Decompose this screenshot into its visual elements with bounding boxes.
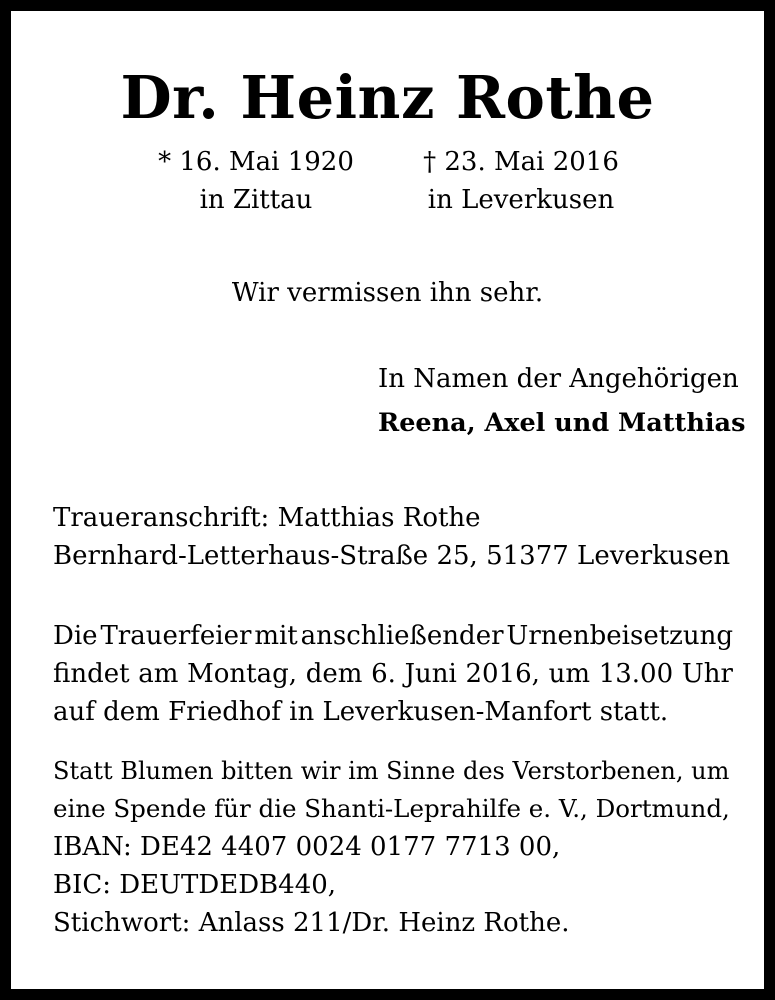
ceremony-line (53, 655, 733, 693)
birth-info (151, 143, 361, 219)
word: Die (53, 621, 98, 651)
birth-date: * 16. Mai 1920 (158, 147, 354, 177)
donation-line: Statt Blumen bitten wir im Sinne des Verstorbenen, um (53, 757, 730, 785)
word: 2016, (465, 659, 540, 689)
word: 13.00 (598, 659, 674, 689)
ceremony-paragraph (53, 617, 733, 731)
birth-place: in Zittau (199, 185, 313, 215)
memorial-message: Wir vermissen ihn sehr. (231, 278, 544, 308)
word: findet (53, 659, 130, 689)
family-signoff (378, 357, 748, 445)
word: Montag, (187, 659, 297, 689)
word: anschließender (300, 621, 504, 651)
death-place: in Leverkusen (427, 185, 615, 215)
deceased-name: Dr. Heinz Rothe (120, 63, 655, 132)
donation-bic: BIC: DEUTDEDB440, (53, 870, 337, 900)
ceremony-line: auf dem Friedhof in Leverkusen-Manfort statt. (53, 697, 669, 727)
address-line: Traueranschrift: Matthias Rothe (53, 503, 481, 533)
ceremony-line-text (53, 655, 733, 693)
word: am (138, 659, 179, 689)
death-date: † 23. Mai 2016 (423, 147, 619, 177)
donation-paragraph (53, 752, 733, 942)
life-dates (151, 143, 626, 219)
word: 6. (371, 659, 396, 689)
word: Juni (404, 659, 457, 689)
word: Urnenbeisetzung (506, 621, 733, 651)
word: Trauerfeier (100, 621, 252, 651)
word: dem (305, 659, 363, 689)
donation-line: eine Spende für die Shanti-Leprahilfe e. V., Dortmund, (53, 794, 730, 823)
word: mit (254, 621, 298, 651)
mourning-address (53, 499, 733, 575)
word: Uhr (681, 659, 733, 689)
word: um (548, 659, 591, 689)
ceremony-line-text (53, 617, 733, 655)
signoff-intro: In Namen der Angehörigen (378, 364, 739, 394)
donation-reference: Stichwort: Anlass 211/Dr. Heinz Rothe. (53, 908, 570, 938)
signoff-names: Reena, Axel und Matthias (378, 408, 746, 438)
ceremony-line (53, 617, 733, 655)
donation-iban: IBAN: DE42 4407 0024 0177 7713 00, (53, 832, 561, 862)
death-info (416, 143, 626, 219)
address-line: Bernhard-Letterhaus-Straße 25, 51377 Leverkusen (53, 541, 731, 571)
